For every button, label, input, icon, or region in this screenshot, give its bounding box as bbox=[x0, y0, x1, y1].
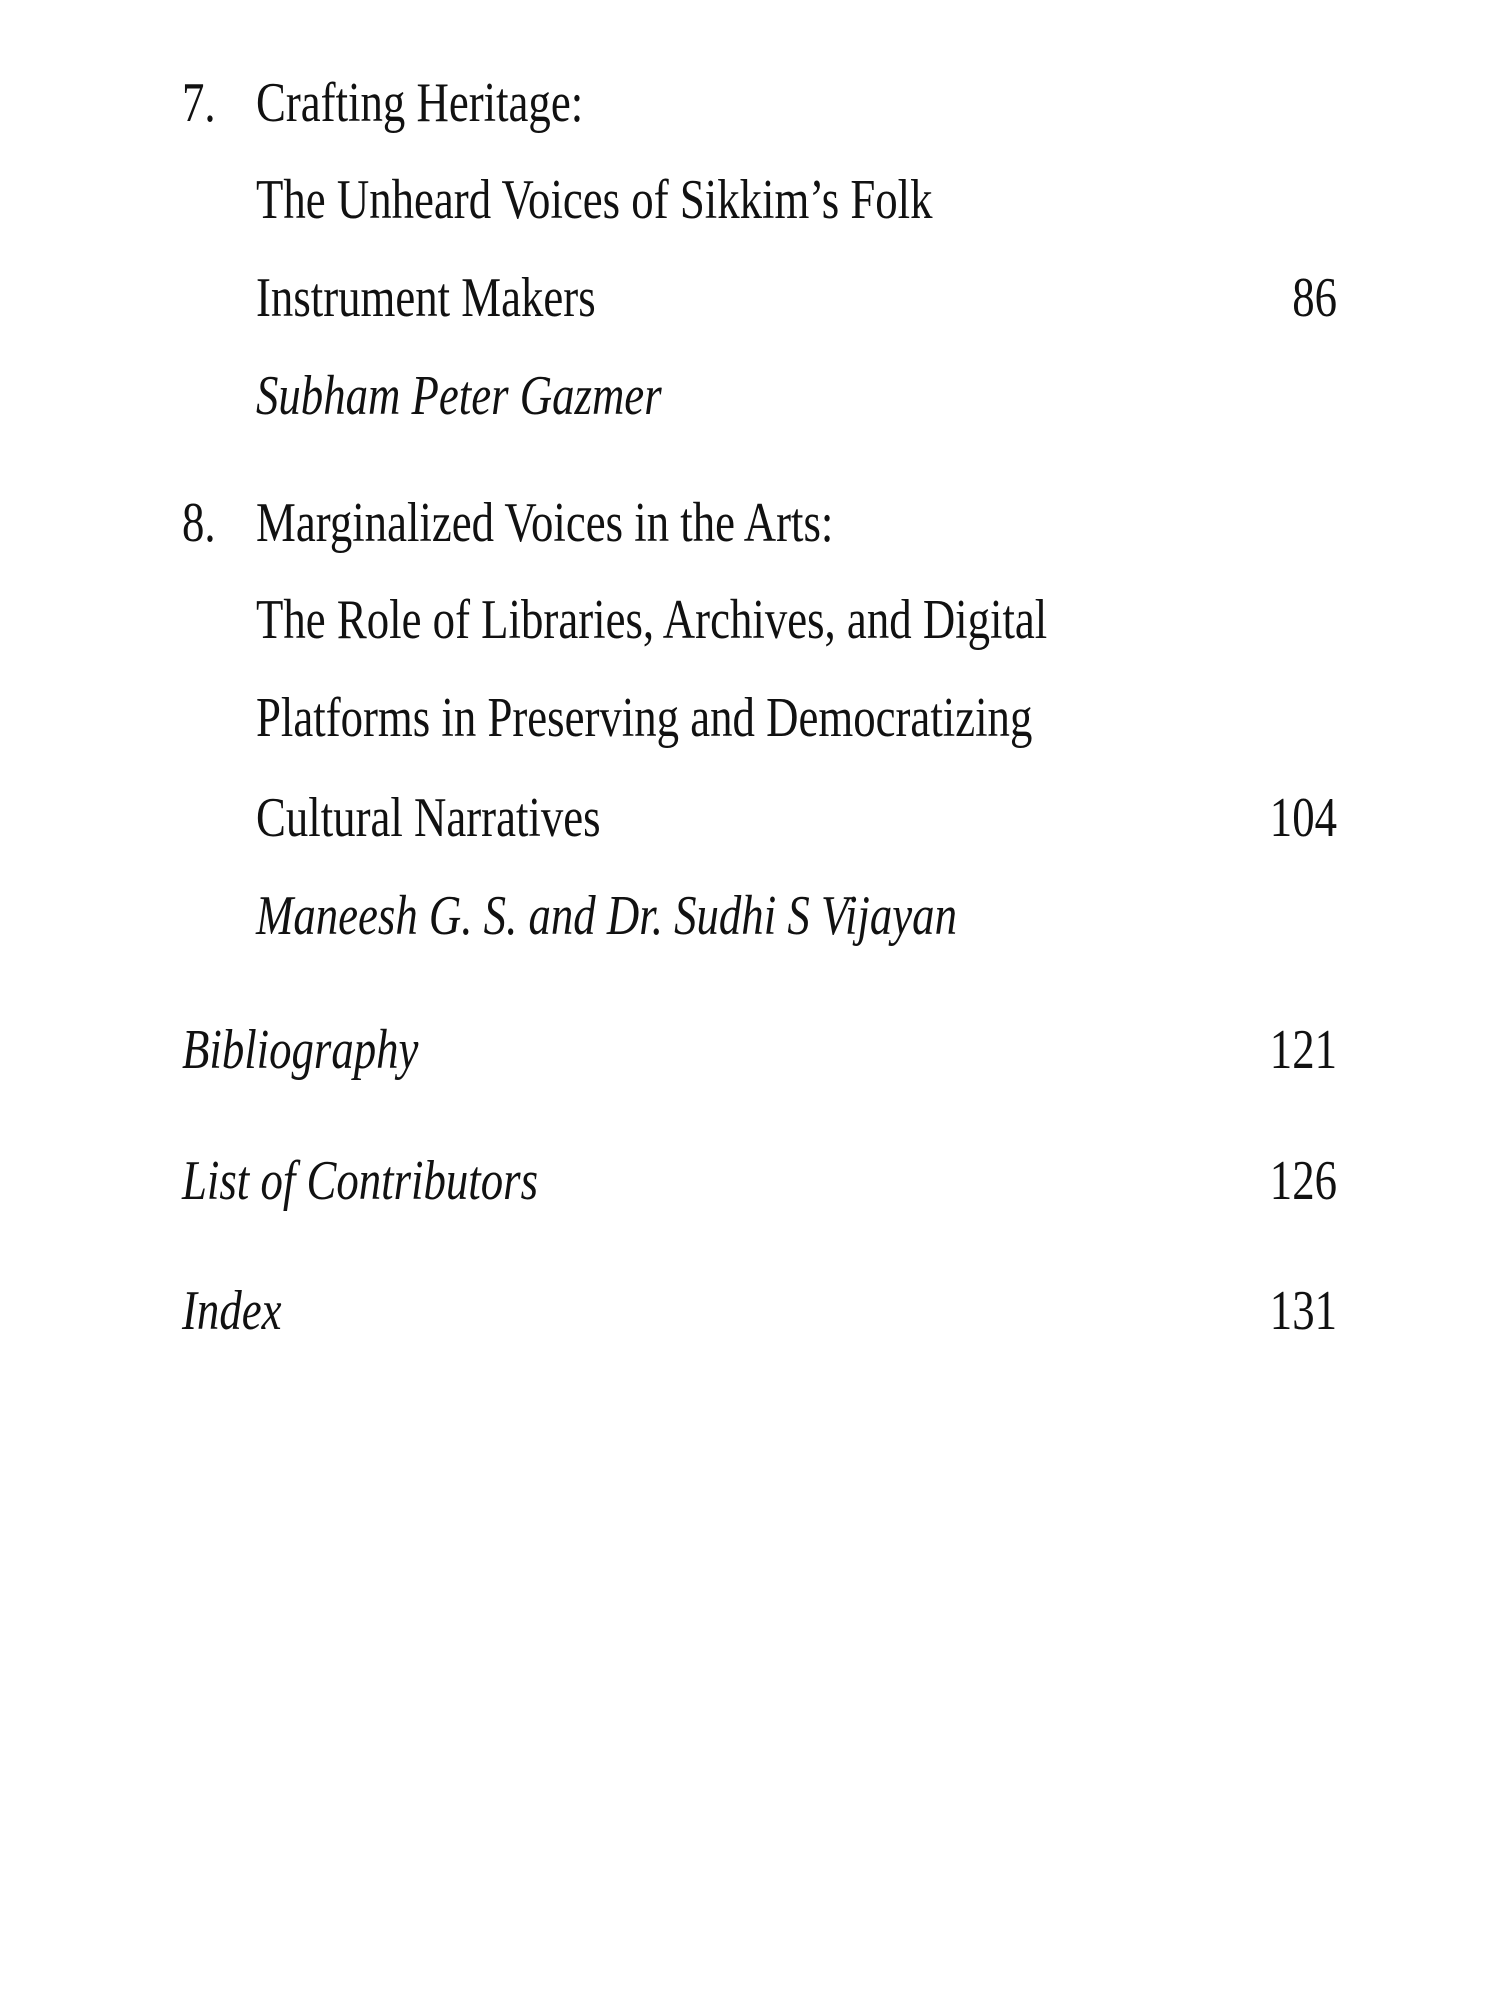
entry-title-line: Platforms in Preserving and Democratizing bbox=[256, 687, 1033, 749]
entry-author: Maneesh G. S. and Dr. Sudhi S Vijayan bbox=[256, 885, 957, 947]
back-matter-label: Bibliography bbox=[182, 1019, 419, 1081]
back-matter-label: List of Contributors bbox=[182, 1150, 539, 1212]
entry-number: 7. bbox=[182, 72, 216, 134]
page-number: 121 bbox=[1269, 1019, 1337, 1081]
entry-title-line: The Unheard Voices of Sikkim’s Folk bbox=[256, 169, 933, 231]
entry-title-line: Marginalized Voices in the Arts: bbox=[256, 492, 834, 554]
page-number: 104 bbox=[1269, 787, 1337, 849]
page-number: 131 bbox=[1269, 1280, 1337, 1342]
entry-author: Subham Peter Gazmer bbox=[256, 365, 662, 427]
entry-title-line: Crafting Heritage: bbox=[256, 72, 584, 134]
entry-title-line: Instrument Makers bbox=[256, 267, 596, 329]
entry-title-line: Cultural Narratives bbox=[256, 787, 601, 849]
entry-title-line: The Role of Libraries, Archives, and Digital bbox=[256, 589, 1048, 651]
page-number: 126 bbox=[1269, 1150, 1337, 1212]
entry-number: 8. bbox=[182, 492, 216, 554]
page-number: 86 bbox=[1292, 267, 1337, 329]
back-matter-label: Index bbox=[182, 1280, 282, 1342]
